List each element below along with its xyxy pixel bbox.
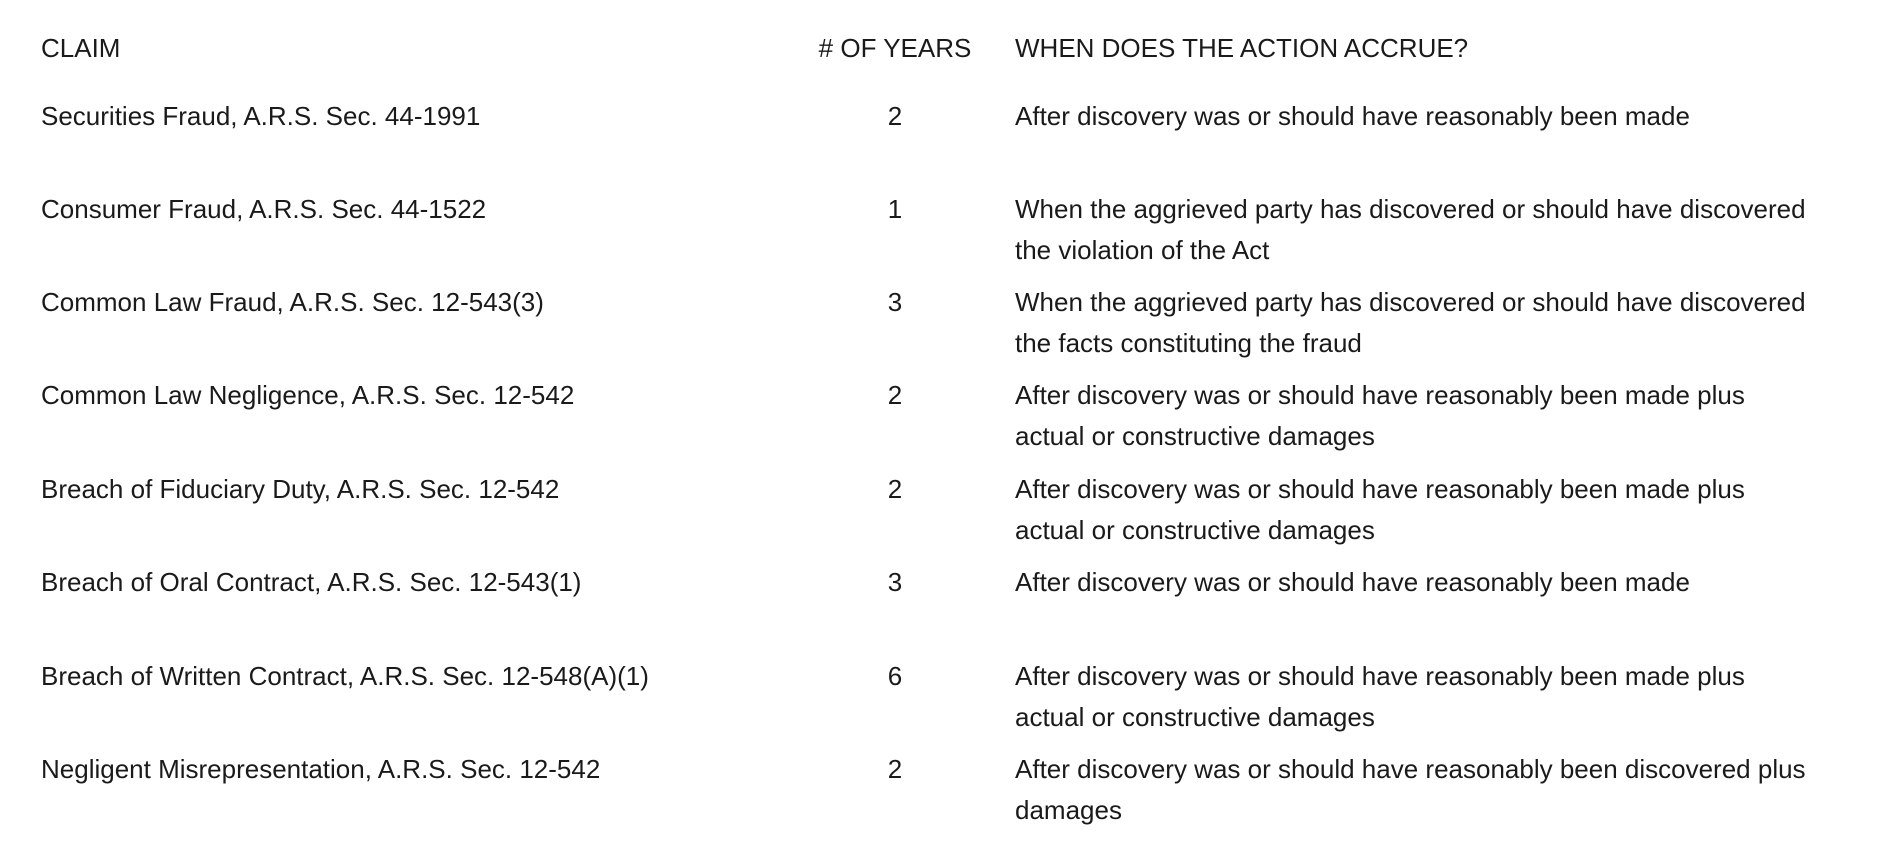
row-years: 6 (887, 661, 903, 691)
row-years: 2 (887, 474, 903, 504)
row-claim: Common Law Fraud, A.R.S. Sec. 12-543(3) (41, 287, 544, 317)
row-accrue-line: damages (1015, 795, 1122, 825)
header-years: # OF YEARS (818, 33, 972, 63)
row-claim: Breach of Written Contract, A.R.S. Sec. 12-548(A)(1) (41, 661, 649, 691)
header-accrue: WHEN DOES THE ACTION ACCRUE? (1015, 33, 1469, 63)
row-years: 2 (887, 101, 903, 131)
row-claim: Breach of Fiduciary Duty, A.R.S. Sec. 12-542 (41, 474, 560, 504)
row-accrue-line: actual or constructive damages (1015, 702, 1375, 732)
row-accrue (1015, 96, 1895, 137)
row-claim: Negligent Misrepresentation, A.R.S. Sec. 12-542 (41, 754, 601, 784)
row-accrue (1015, 656, 1895, 738)
row-accrue-line: When the aggrieved party has discovered or should have discovered (1015, 287, 1806, 317)
row-accrue-line: After discovery was or should have reasonably been made plus (1015, 661, 1745, 691)
row-years: 2 (887, 380, 903, 410)
row-accrue (1015, 282, 1895, 364)
row-years: 3 (887, 567, 903, 597)
row-claim: Consumer Fraud, A.R.S. Sec. 44-1522 (41, 194, 487, 224)
row-claim: Common Law Negligence, A.R.S. Sec. 12-542 (41, 380, 575, 410)
row-accrue-line: When the aggrieved party has discovered or should have discovered (1015, 194, 1806, 224)
row-accrue (1015, 469, 1895, 551)
row-accrue-line: actual or constructive damages (1015, 515, 1375, 545)
row-accrue-line: actual or constructive damages (1015, 421, 1375, 451)
row-accrue-line: the violation of the Act (1015, 235, 1270, 265)
row-years: 1 (887, 194, 903, 224)
row-years: 2 (887, 754, 903, 784)
row-accrue (1015, 189, 1895, 271)
row-accrue-line: After discovery was or should have reasonably been discovered plus (1015, 754, 1806, 784)
row-accrue (1015, 749, 1895, 831)
row-accrue-line: After discovery was or should have reasonably been made plus (1015, 474, 1745, 504)
row-accrue-line: After discovery was or should have reasonably been made plus (1015, 380, 1745, 410)
row-years: 3 (887, 287, 903, 317)
row-claim: Securities Fraud, A.R.S. Sec. 44-1991 (41, 101, 481, 131)
header-claim: CLAIM (41, 33, 121, 63)
row-accrue-line: the facts constituting the fraud (1015, 328, 1362, 358)
row-accrue (1015, 375, 1895, 457)
row-accrue-line: After discovery was or should have reasonably been made (1015, 101, 1690, 131)
row-accrue-line: After discovery was or should have reasonably been made (1015, 567, 1690, 597)
row-claim: Breach of Oral Contract, A.R.S. Sec. 12-543(1) (41, 567, 582, 597)
row-accrue (1015, 562, 1895, 603)
